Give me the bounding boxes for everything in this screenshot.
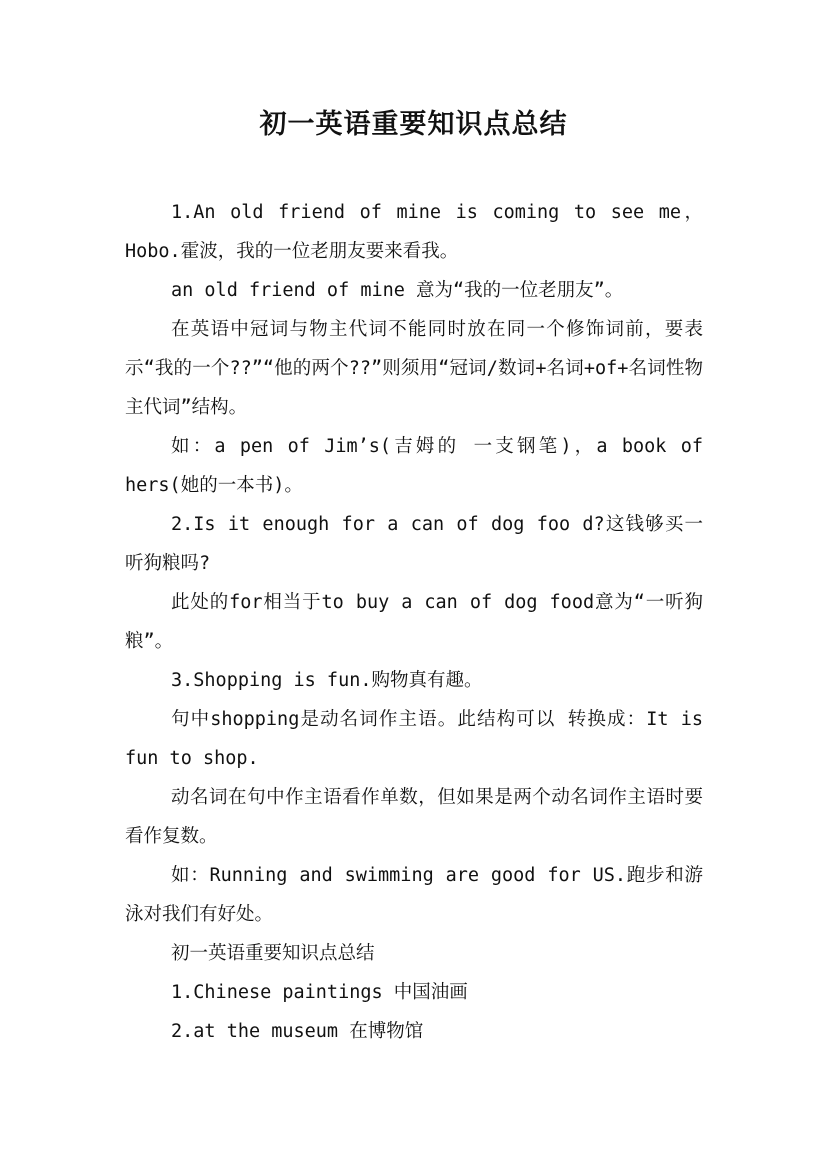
paragraph-grammar-rule: 在英语中冠词与物主代词不能同时放在同一个修饰词前，要表示“我的一个??”“他的两个??”则须用“冠词/数词+名词+of+名词性物主代词”结构。 bbox=[125, 319, 703, 418]
paragraph-gerund-example: 如：Running and swimming are good for US.跑步和游泳对我们有好处。 bbox=[125, 865, 703, 925]
document-body bbox=[125, 193, 703, 1051]
paragraph-gerund-rule: 动名词在句中作主语看作单数，但如果是两个动名词作主语时要看作复数。 bbox=[125, 787, 703, 847]
paragraph-example-3: 3.Shopping is fun.购物真有趣。 bbox=[171, 670, 483, 691]
paragraph-example-1: 1.An old friend of mine is coming to see me，Hobo.霍波，我的一位老朋友要来看我。 bbox=[125, 202, 703, 262]
list-item: 2.at the museum 在博物馆 bbox=[171, 1021, 424, 1042]
paragraph-explanation-1: an old friend of mine 意为“我的一位老朋友”。 bbox=[171, 280, 624, 301]
list-heading: 初一英语重要知识点总结 bbox=[171, 943, 375, 964]
paragraph-explanation-2: 此处的for相当于to buy a can of dog food意为“一听狗粮”。 bbox=[125, 592, 703, 652]
list-item: 1.Chinese paintings 中国油画 bbox=[171, 982, 468, 1003]
paragraph-example-2: 2.Is it enough for a can of dog foo d?这钱够买一听狗粮吗? bbox=[125, 514, 703, 574]
paragraph-example-usage: 如：a pen of Jim’s(吉姆的 一支钢笔)，a book of hers(她的一本书)。 bbox=[125, 436, 703, 496]
document-title: 初一英语重要知识点总结 bbox=[259, 109, 568, 140]
paragraph-explanation-3: 句中shopping是动名词作主语。此结构可以 转换成：It is fun to shop. bbox=[125, 709, 703, 769]
